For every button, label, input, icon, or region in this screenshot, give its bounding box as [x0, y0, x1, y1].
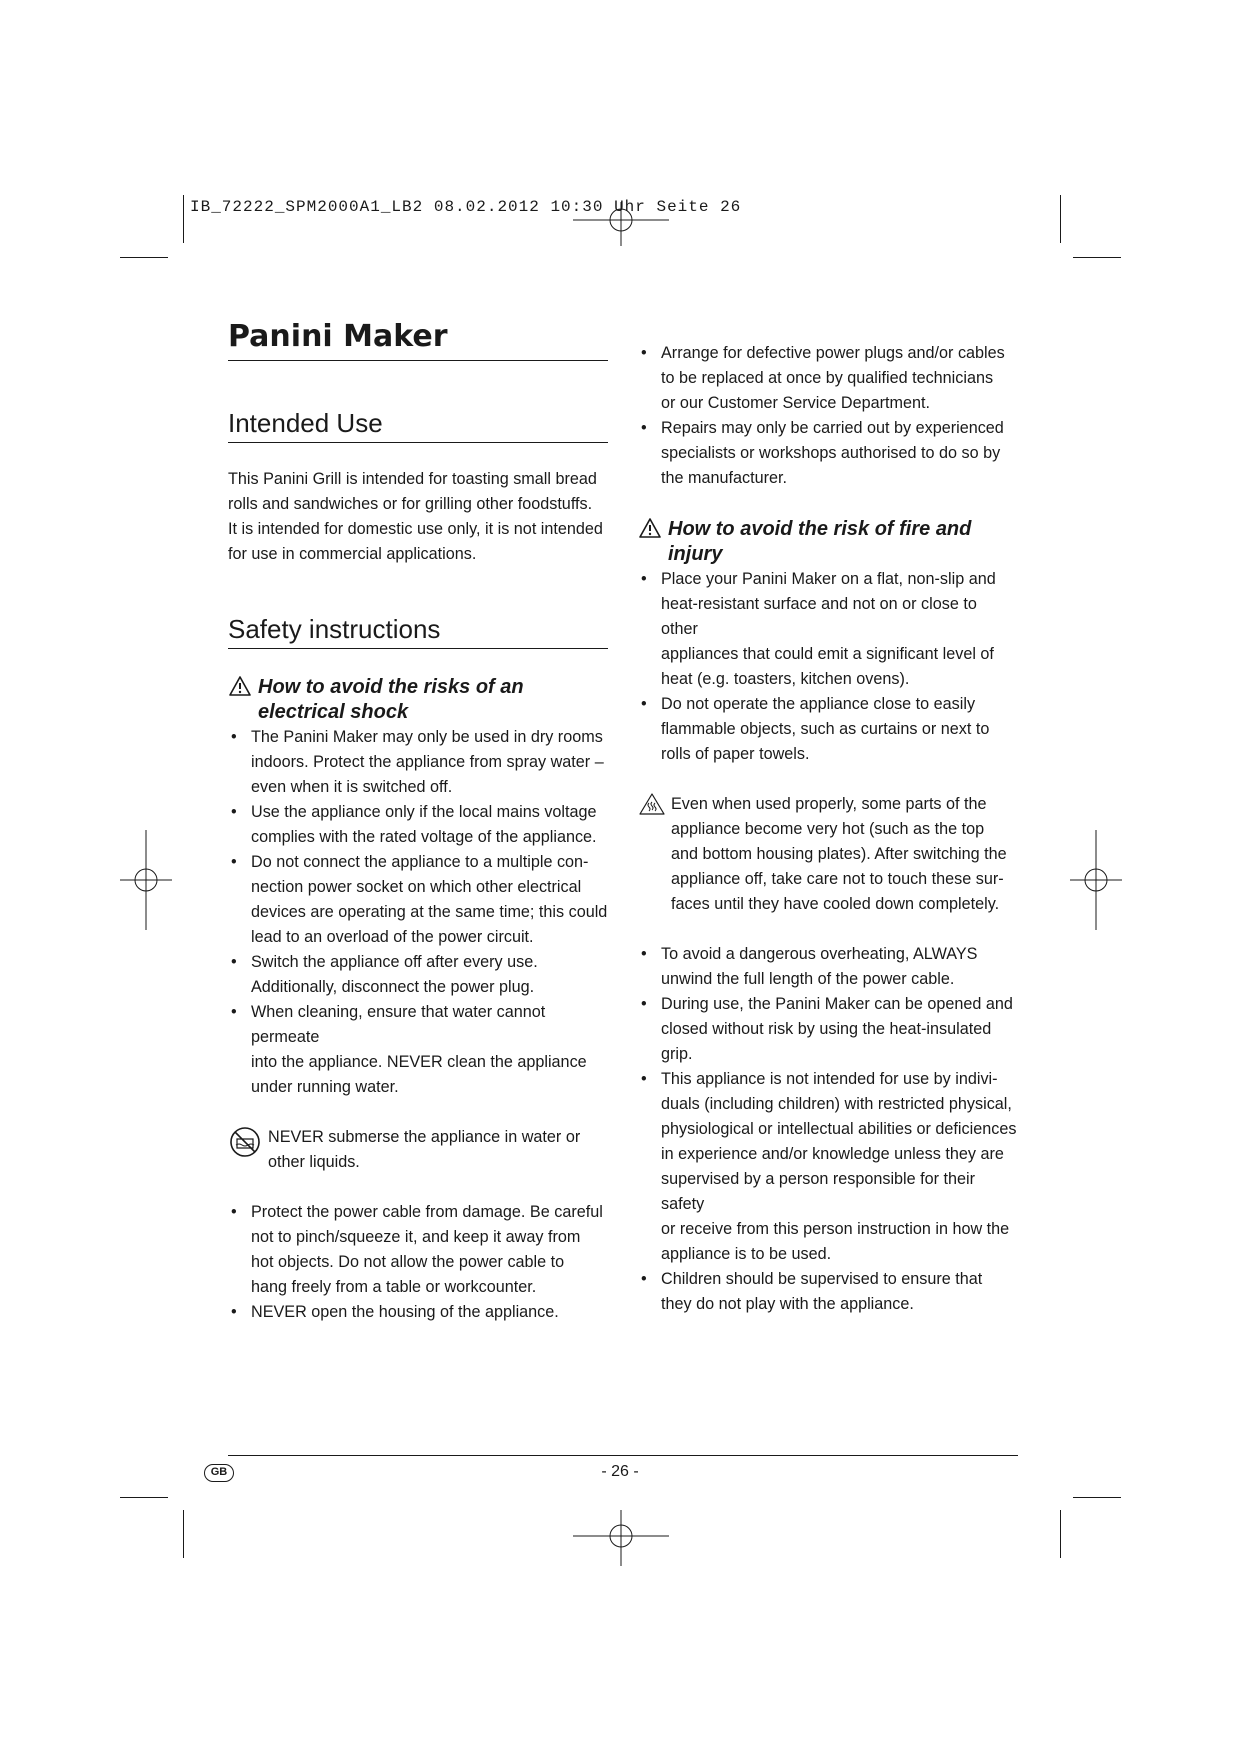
electrical-shock-subheading	[228, 675, 608, 725]
intended-use-heading: Intended Use	[228, 407, 608, 443]
print-slug: IB_72222_SPM2000A1_LB2 08.02.2012 10:30 Uhr Seite 26	[190, 198, 742, 216]
hot-surface-text: Even when used properly, some parts of the appliance become very hot (such as the top and bottom housing plates). After switching the appliance off, take care not to touch these sur- faces until they have cooled down completely.	[671, 795, 1007, 913]
list-item: • Place your Panini Maker on a flat, non-slip and heat-resistant surface and not on or close to other appliances that could emit a significant level of heat (e.g. toasters, kitchen ovens).	[638, 567, 1018, 692]
footer-rule	[228, 1455, 1018, 1456]
page-title: Panini Maker	[228, 318, 608, 361]
left-column	[228, 318, 608, 1325]
intended-use-text: This Panini Grill is intended for toasting small bread rolls and sandwiches or for grilling other foodstuffs. It is intended for domestic use only, it is not intended for use in commercial applications.	[228, 470, 603, 563]
registration-mark-left	[120, 830, 172, 930]
crop-mark	[1073, 257, 1121, 258]
language-badge: GB	[204, 1464, 234, 1482]
list-item: • To avoid a dangerous overheating, ALWAYS unwind the full length of the power cable.	[638, 942, 1018, 992]
fire-injury-title: How to avoid the risk of fire and injury	[668, 518, 972, 565]
warning-triangle-icon	[228, 675, 258, 704]
hot-surface-icon	[638, 792, 671, 824]
electrical-bullets	[228, 725, 608, 1100]
warning-triangle-icon	[638, 517, 668, 546]
list-item: • Switch the appliance off after every use. Additionally, disconnect the power plug.	[228, 950, 608, 1000]
crop-mark	[120, 257, 168, 258]
list-item: • Arrange for defective power plugs and/or cables to be replaced at once by qualified technicians or our Customer Service Department.	[638, 341, 1018, 416]
no-immersion-note	[228, 1125, 608, 1175]
safety-heading: Safety instructions	[228, 613, 608, 649]
list-item: • Protect the power cable from damage. Be careful not to pinch/squeeze it, and keep it away from hot objects. Do not allow the power cable to hang freely from a table or workcounter.	[228, 1200, 608, 1300]
cable-bullets	[228, 1200, 608, 1325]
list-item: • NEVER open the housing of the appliance.	[228, 1300, 608, 1325]
list-item: • This appliance is not intended for use by indivi- duals (including children) with restricted physical, physiological or intellectual abilities or deficiences in experience and/or knowledge unless they are supervised by a person responsible for their safety or receive from this person instruction in how the appliance is to be used.	[638, 1067, 1018, 1267]
fire-bullets	[638, 567, 1018, 767]
no-water-immersion-icon	[228, 1125, 268, 1167]
registration-mark-bottom	[573, 1508, 669, 1568]
list-item: • Repairs may only be carried out by experienced specialists or workshops authorised to do so by the manufacturer.	[638, 416, 1018, 491]
list-item: • During use, the Panini Maker can be opened and closed without risk by using the heat-insulated grip.	[638, 992, 1018, 1067]
right-column	[638, 341, 1018, 1317]
list-item: • The Panini Maker may only be used in dry rooms indoors. Protect the appliance from spray water – even when it is switched off.	[228, 725, 608, 800]
page-number: - 26 -	[601, 1463, 639, 1480]
crop-mark	[1073, 1497, 1121, 1498]
electrical-shock-title: How to avoid the risks of an electrical shock	[258, 676, 524, 723]
list-item: • Use the appliance only if the local mains voltage complies with the rated voltage of the appliance.	[228, 800, 608, 850]
list-item: • Children should be supervised to ensure that they do not play with the appliance.	[638, 1267, 1018, 1317]
fire-injury-subheading	[638, 517, 1018, 567]
usage-bullets	[638, 942, 1018, 1317]
registration-mark-right	[1070, 830, 1122, 930]
list-item: • Do not connect the appliance to a multiple con- nection power socket on which other electrical devices are operating at the same time; this could lead to an overload of the power circuit.	[228, 850, 608, 950]
crop-mark	[1060, 195, 1061, 243]
crop-mark	[183, 195, 184, 243]
crop-mark	[120, 1497, 168, 1498]
hot-surface-note	[638, 792, 1018, 917]
list-item: • When cleaning, ensure that water cannot permeate into the appliance. NEVER clean the appliance under running water.	[228, 1000, 608, 1100]
crop-mark	[183, 1510, 184, 1558]
service-bullets	[638, 341, 1018, 491]
list-item: • Do not operate the appliance close to easily flammable objects, such as curtains or next to rolls of paper towels.	[638, 692, 1018, 767]
no-immersion-text: NEVER submerse the appliance in water or other liquids.	[268, 1128, 581, 1171]
crop-mark	[1060, 1510, 1061, 1558]
